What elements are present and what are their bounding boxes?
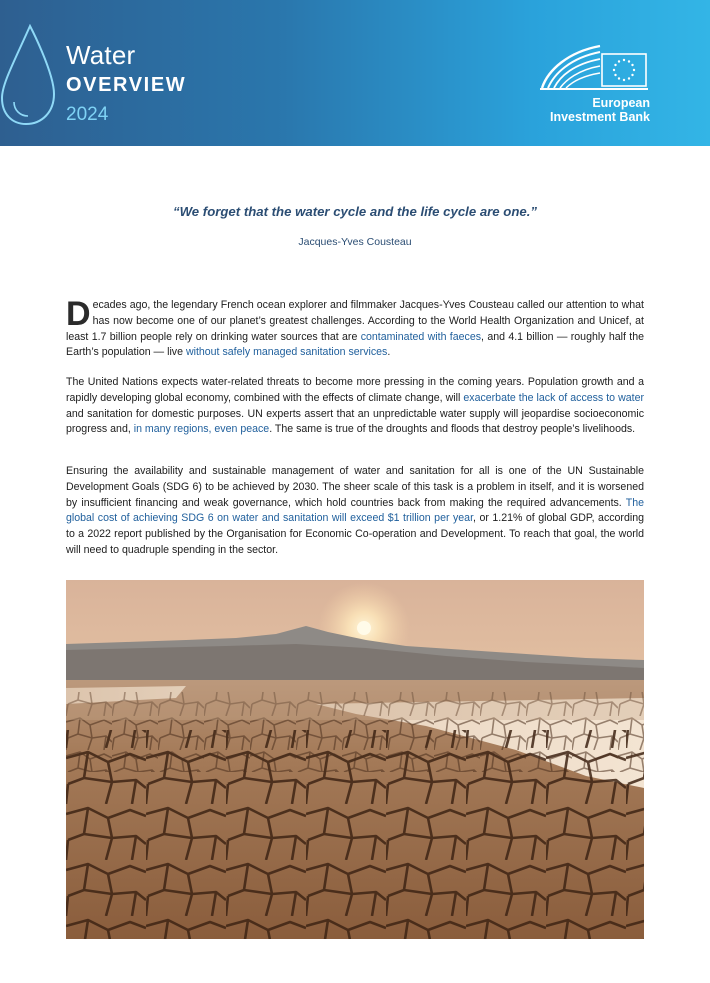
p2-text-3: . The same is true of the droughts and floods that destroy people’s livelihoods. bbox=[269, 423, 636, 436]
link-sanitation-services[interactable]: without safely managed sanitation services bbox=[185, 346, 388, 359]
page-header bbox=[0, 0, 710, 146]
link-contaminated-with-faeces[interactable]: contaminated with faeces bbox=[360, 330, 482, 343]
p1-text-1: ecades ago, the legendary French ocean explorer and filmmaker Jacques-Yves Cousteau called our attention to what has now become one of our planet’s greatest challenges. According to the World Health Organization and Unicef, at least 1.7 billion people rely on drinking water sources that are bbox=[66, 299, 644, 343]
eib-name-line1: European bbox=[592, 96, 650, 110]
title-overview: OVERVIEW bbox=[66, 74, 187, 96]
paragraph-1 bbox=[66, 295, 644, 361]
quote-author: Jacques-Yves Cousteau bbox=[298, 236, 412, 248]
p2-text-1: The United Nations expects water-related threats to become more pressing in the coming years. Population growth and a rapidly developing global economy, combined with the effects of climate change, will bbox=[66, 376, 644, 404]
p1-text-2: , and 4.1 billion — roughly half the Earth’s population — live bbox=[66, 330, 644, 359]
link-access-to-water[interactable]: exacerbate the lack of access to water bbox=[463, 391, 644, 404]
cracked-earth-image bbox=[66, 580, 644, 939]
p2-text-2: and sanitation for domestic purposes. UN experts assert that an unpredictable water supply will jeopardise socioeconomic progress and, bbox=[66, 407, 644, 436]
paragraph-3 bbox=[66, 464, 644, 559]
eib-name-line2: Investment Bank bbox=[549, 110, 650, 124]
paragraph-2 bbox=[66, 375, 644, 438]
eib-name bbox=[540, 96, 650, 124]
pull-quote: “We forget that the water cycle and the life cycle are one.” bbox=[173, 204, 537, 219]
title-year: 2024 bbox=[66, 104, 109, 125]
drop-cap: D bbox=[66, 295, 91, 333]
link-even-peace[interactable]: in many regions, even peace bbox=[133, 423, 270, 436]
eib-logo-icon bbox=[538, 40, 650, 92]
drought-photo bbox=[66, 580, 644, 939]
water-drop-icon bbox=[0, 24, 62, 128]
p3-text-2: , or 1.21% of global GDP, according to a 2022 report published by the Organisation for Economic Co-operation and Development. To reach that goal, the world will need to quadruple spending in the sector. bbox=[66, 512, 644, 556]
link-global-cost-sdg6[interactable]: The global cost of achieving SDG 6 on water and sanitation will exceed $1 trillion per year bbox=[66, 496, 644, 525]
title-water: Water bbox=[66, 40, 136, 70]
p3-text-1: Ensuring the availability and sustainable management of water and sanitation for all is one of the UN Sustainable Development Goals (SDG 6) to be achieved by 2030. The sheer scale of this task is a problem in itself, and it is worsened by insufficient financing and weak governance, which hold countries back from making the required advancements. bbox=[66, 465, 644, 509]
p1-text-3: . bbox=[387, 346, 391, 359]
